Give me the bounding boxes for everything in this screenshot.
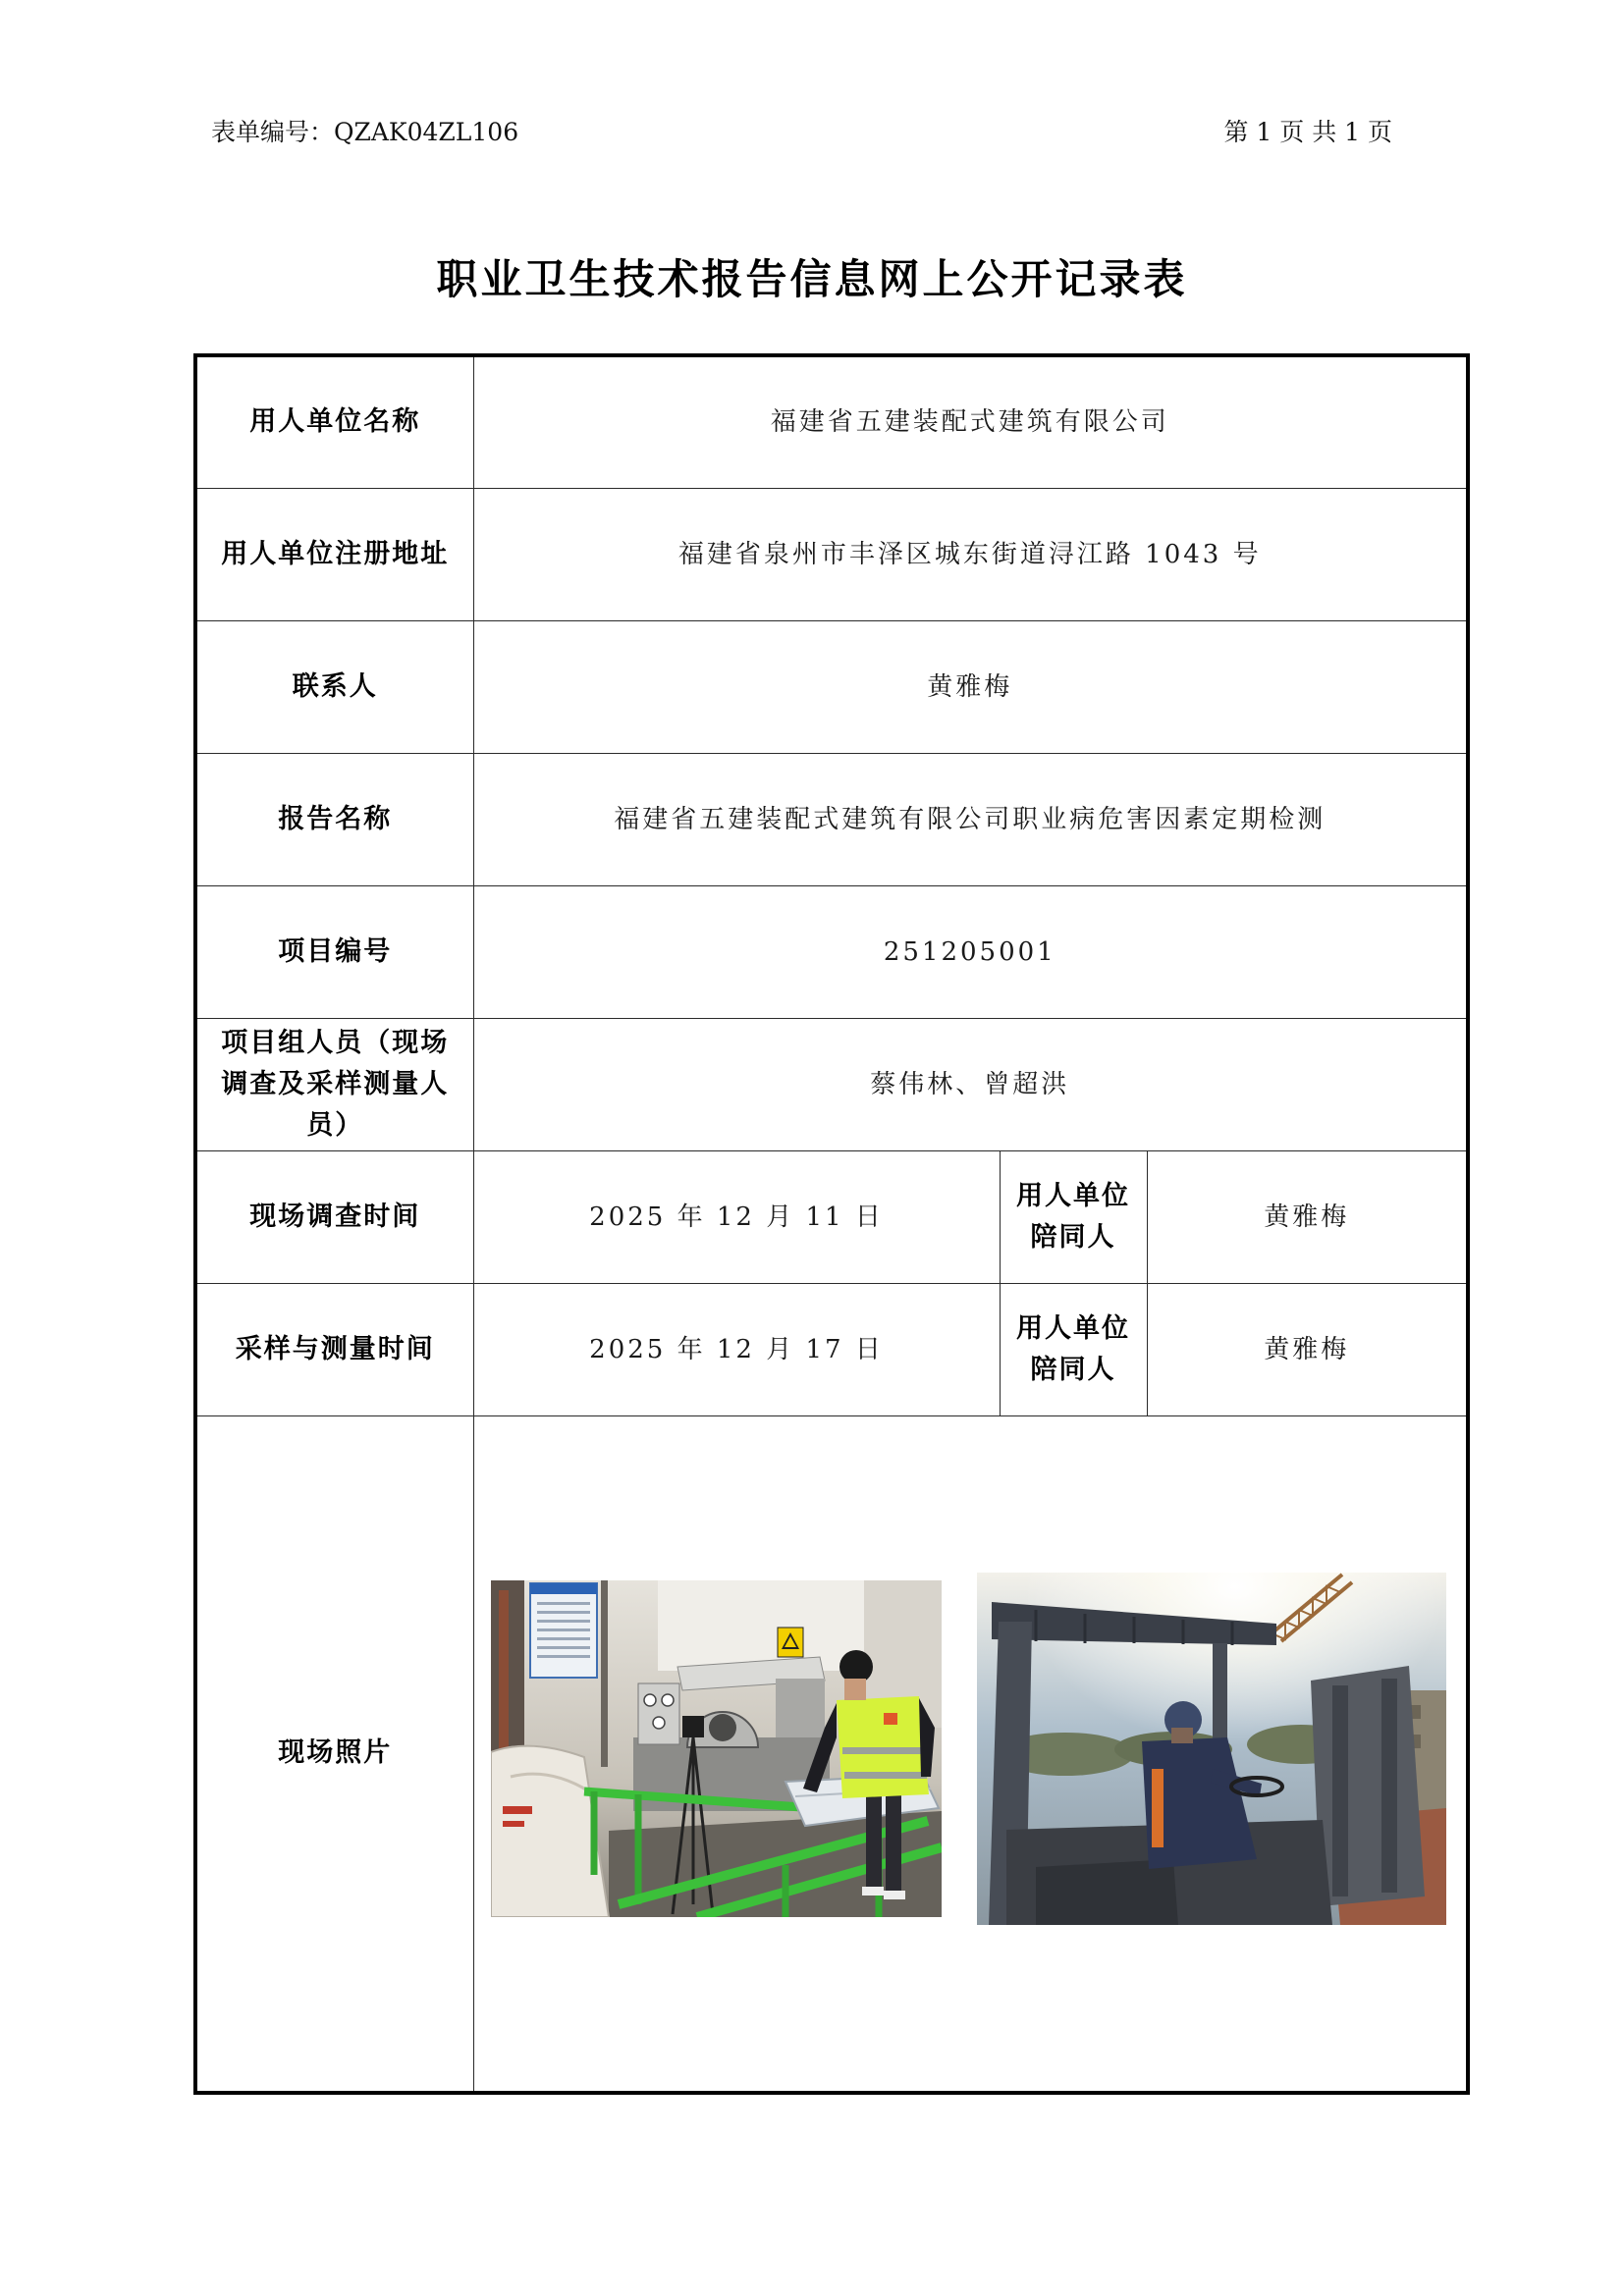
employer-name-value: 福建省五建装配式建筑有限公司 bbox=[473, 355, 1468, 488]
employer-name-label: 用人单位名称 bbox=[195, 355, 473, 488]
row-employer-name bbox=[195, 355, 1468, 488]
row-sampling-time bbox=[195, 1283, 1468, 1415]
survey-date-value: 2025 年 12 月 11 日 bbox=[473, 1150, 1000, 1283]
report-name-value: 福建省五建装配式建筑有限公司职业病危害因素定期检测 bbox=[473, 753, 1468, 885]
page-indicator: 第 1 页 共 1 页 bbox=[1223, 118, 1392, 146]
row-project-number bbox=[195, 885, 1468, 1018]
row-report-name bbox=[195, 753, 1468, 885]
survey-companion-label: 用人单位陪同人 bbox=[1000, 1150, 1147, 1283]
site-photos-label: 现场照片 bbox=[195, 1415, 473, 2093]
site-photo-workshop bbox=[491, 1580, 942, 1917]
project-team-label: 项目组人员（现场调查及采样测量人员） bbox=[195, 1018, 473, 1150]
survey-companion-value: 黄雅梅 bbox=[1147, 1150, 1468, 1283]
site-photo-forklift bbox=[977, 1573, 1446, 1925]
report-name-label: 报告名称 bbox=[195, 753, 473, 885]
project-team-value: 蔡伟林、曾超洪 bbox=[473, 1018, 1468, 1150]
row-employer-address bbox=[195, 488, 1468, 620]
sampling-companion-value: 黄雅梅 bbox=[1147, 1283, 1468, 1415]
contact-label: 联系人 bbox=[195, 620, 473, 753]
sampling-time-label: 采样与测量时间 bbox=[195, 1283, 473, 1415]
row-survey-time bbox=[195, 1150, 1468, 1283]
safety-notice-board bbox=[530, 1583, 597, 1678]
row-contact bbox=[195, 620, 1468, 753]
form-number: 表单编号：QZAK04ZL106 bbox=[211, 118, 519, 146]
page-title: 职业卫生技术报告信息网上公开记录表 bbox=[436, 255, 1188, 303]
contact-value: 黄雅梅 bbox=[473, 620, 1468, 753]
warning-sign bbox=[778, 1628, 803, 1657]
row-project-team bbox=[195, 1018, 1468, 1150]
employer-address-value: 福建省泉州市丰泽区城东街道浔江路 1043 号 bbox=[473, 488, 1468, 620]
survey-time-label: 现场调查时间 bbox=[195, 1150, 473, 1283]
employer-address-label: 用人单位注册地址 bbox=[195, 488, 473, 620]
sampling-date-value: 2025 年 12 月 17 日 bbox=[473, 1283, 1000, 1415]
project-number-value: 251205001 bbox=[473, 885, 1468, 1018]
project-number-label: 项目编号 bbox=[195, 885, 473, 1018]
sampling-companion-label: 用人单位陪同人 bbox=[1000, 1283, 1147, 1415]
